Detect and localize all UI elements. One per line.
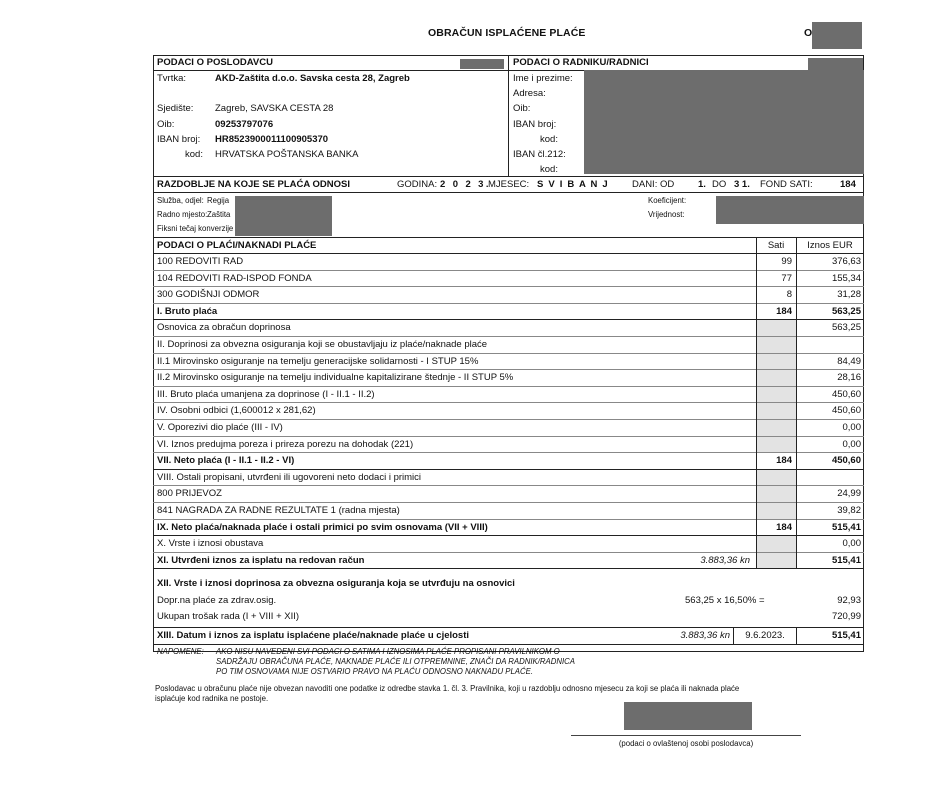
fx-label: Fiksni tečaj konverzije (157, 224, 234, 233)
sec13-kn: 3.883,36 kn (680, 630, 730, 641)
employer-heading: PODACI O POSLODAVCU (157, 57, 273, 68)
table-row-hours: 99 (781, 256, 792, 267)
row-divider (153, 303, 864, 304)
sec12-heading: XII. Vrste i iznosi doprinosa za obvezna osiguranja koja se utvrđuju na osnovici (157, 578, 515, 589)
document-title: OBRAČUN ISPLAĆENE PLAĆE (428, 27, 586, 39)
sec12-row2-label: Ukupan trošak rada (I + VIII + XII) (157, 611, 300, 622)
fund-label: FOND SATI: (760, 179, 813, 190)
table-row-amount: 31,28 (837, 289, 861, 301)
column-divider (796, 237, 797, 568)
table-row-label: X. Vrste i iznosi obustava (157, 538, 264, 550)
table-row-amount: 563,25 (831, 305, 861, 317)
table-heading: PODACI O PLAĆI/NAKNADI PLAĆE (157, 240, 317, 251)
table-row-amount: 155,34 (831, 272, 861, 284)
employer-iban-label: IBAN broj: (157, 134, 201, 145)
table-row-amount: 0,00 (842, 538, 861, 550)
employer-kod-value: HRVATSKA POŠTANSKA BANKA (215, 149, 359, 160)
table-row-amount: 24,99 (837, 488, 861, 500)
shaded-hours-cell (756, 503, 796, 519)
table-row-label: Osnovica za obračun doprinosa (157, 322, 291, 334)
notes-label: NAPOMENE: (157, 647, 204, 656)
company-value: AKD-Zaštita d.o.o. Savska cesta 28, Zagreb (215, 73, 410, 84)
shaded-hours-cell (756, 337, 796, 353)
shaded-hours-cell (756, 420, 796, 436)
employee-oib-label: Oib: (513, 103, 531, 114)
month-label: MJESEC: (488, 179, 530, 190)
sec12-row1-calc: 563,25 x 16,50% = (685, 595, 765, 606)
table-row-hours: 8 (786, 289, 792, 301)
shaded-hours-cell (756, 387, 796, 403)
workplace-value: Zaštita (207, 210, 231, 219)
table-row-extra: 3.883,36 kn (700, 554, 750, 566)
employee-kod-label: kod: (540, 134, 558, 145)
year-label: GODINA: (397, 179, 438, 190)
table-row-amount: 515,41 (831, 554, 861, 566)
shaded-hours-cell (756, 370, 796, 386)
table-row-amount: 28,16 (837, 372, 861, 384)
table-row-amount: 450,60 (831, 405, 861, 417)
row-divider (153, 286, 864, 287)
service-value: Regija (207, 196, 230, 205)
period-heading: RAZDOBLJE NA KOJE SE PLAĆA ODNOSI (157, 179, 351, 190)
workplace-label: Radno mjesto: (157, 210, 208, 219)
month-value: S V I B A N J (537, 179, 609, 190)
table-row-amount: 450,60 (831, 388, 861, 400)
employer-kod-label: kod: (185, 149, 203, 160)
redaction-block (460, 59, 504, 69)
company-label: Tvrtka: (157, 73, 187, 84)
coef-label: Koeficijent: (648, 196, 687, 205)
table-row-amount: 0,00 (842, 438, 861, 450)
row-divider (153, 568, 864, 569)
fund-value: 184 (840, 179, 856, 190)
table-row-label: III. Bruto plaća umanjena za doprinose (I - II.1 - II.2) (157, 388, 375, 400)
col-amount-header: Iznos EUR (807, 240, 853, 251)
notes-line3: PO TIM OSNOVAMA NIJE OSTVARIO PRAVO NA PLAĆU ODNOSNO NAKNADU PLAĆE. (216, 667, 533, 676)
table-row-label: XI. Utvrđeni iznos za isplatu na redovan račun (157, 554, 365, 566)
sec13-label: XIII. Datum i iznos za isplatu isplaćene plaće/naknade plaće u cjelosti (157, 630, 470, 641)
table-row-hours: 77 (781, 272, 792, 284)
table-row-label: IV. Osobni odbici (1,600012 x 281,62) (157, 405, 316, 417)
service-label: Služba, odjel: (157, 196, 204, 205)
table-row-hours: 184 (776, 455, 792, 467)
table-row-label: VI. Iznos predujma poreza i prireza porezu na dohodak (221) (157, 438, 414, 450)
shaded-hours-cell (756, 553, 796, 569)
table-row-amount: 376,63 (831, 256, 861, 267)
table-row-amount: 450,60 (831, 455, 861, 467)
table-row-label: 800 PRIJEVOZ (157, 488, 222, 500)
days-label: DANI: OD (632, 179, 675, 190)
table-row-label: II.2 Mirovinsko osiguranje na temelju individualne kapitalizirane štednje - II STUP 5% (157, 372, 514, 384)
sec13-amount: 515,41 (831, 630, 861, 641)
shaded-hours-cell (756, 470, 796, 486)
table-row-hours: 184 (776, 305, 792, 317)
notes-line1: AKO NISU NAVEDENI SVI PODACI O SATIMA I IZNOSIMA PLAĆE PROPISANI PRAVILNIKOM O (216, 647, 560, 656)
sec12-row2-amount: 720,99 (831, 611, 861, 622)
table-row-label: I. Bruto plaća (157, 305, 218, 317)
table-row-label: II. Doprinosi za obvezna osiguranja koji se obustavljaju iz plaće/naknade plaće (157, 339, 488, 350)
employee-address-label: Adresa: (513, 88, 546, 99)
table-row-amount: 84,49 (837, 355, 861, 367)
footer-line1: Poslodavac u obračunu plaće nije obvezan navoditi one podatke iz odredbe stavka 1. čl. 3. Pravilnika, koji u razdoblju odnosno mjesecu za koji se plaća ili naknada plaće (155, 684, 740, 693)
table-row-label: V. Oporezivi dio plaće (III - IV) (157, 422, 283, 433)
seat-label: Sjedište: (157, 103, 194, 114)
table-row-label: 104 REDOVITI RAD-ISPOD FONDA (157, 272, 312, 284)
table-row-amount: 515,41 (831, 521, 861, 533)
year-value: 2 0 2 3. (440, 179, 491, 190)
employer-oib-value: 09253797076 (215, 119, 274, 130)
shaded-hours-cell (756, 486, 796, 502)
employee-iban212-label: IBAN čl.212: (513, 149, 566, 160)
corner-mark: O (804, 27, 813, 39)
table-row-hours: 184 (776, 521, 792, 533)
table-row-label: VII. Neto plaća (I - II.1 - II.2 - VI) (157, 455, 295, 467)
row-divider (153, 452, 864, 453)
shaded-hours-cell (756, 354, 796, 370)
days-to: 3 1. (734, 179, 750, 190)
employer-iban-value: HR8523900011100905370 (215, 134, 329, 145)
table-row-label: 100 REDOVITI RAD (157, 256, 244, 267)
redaction-block (235, 196, 332, 236)
redaction-block (716, 196, 864, 224)
column-divider (756, 237, 757, 568)
shaded-hours-cell (756, 437, 796, 453)
shaded-hours-cell (756, 403, 796, 419)
table-row-label: 841 NAGRADA ZA RADNE REZULTATE 1 (radna mjesta) (157, 505, 400, 516)
row-divider (153, 519, 864, 520)
redaction-block (812, 22, 862, 49)
row-divider (153, 270, 864, 271)
value-label: Vrijednost: (648, 210, 685, 219)
signature-redaction (624, 702, 752, 730)
col-hours-header: Sati (767, 240, 785, 251)
redaction-block (808, 58, 863, 70)
table-row-label: 300 GODIŠNJI ODMOR (157, 289, 260, 301)
table-row-amount: 0,00 (842, 422, 861, 433)
redaction-block (584, 70, 864, 174)
employee-iban-label: IBAN broj: (513, 119, 557, 130)
days-to-label: DO (712, 179, 727, 190)
shaded-hours-cell (756, 320, 796, 336)
table-row-label: VIII. Ostali propisani, utvrđeni ili ugovoreni neto dodaci i primici (157, 471, 422, 483)
days-from: 1. (698, 179, 706, 190)
sec12-row1-label: Dopr.na plaće za zdrav.osig. (157, 595, 277, 606)
table-row-label: IX. Neto plaća/naknada plaće i ostali primici po svim osnovama (VII + VIII) (157, 521, 488, 533)
shaded-hours-cell (756, 536, 796, 552)
seat-value: Zagreb, SAVSKA CESTA 28 (215, 103, 334, 114)
sec12-row1-amount: 92,93 (837, 595, 861, 606)
employee-name-label: Ime i prezime: (513, 73, 573, 84)
employee-heading: PODACI O RADNIKU/RADNICI (513, 57, 649, 68)
footer-line2: isplaćuje kod radnika ne postoje. (155, 694, 269, 703)
notes-line2: SADRŽAJU OBRAČUNA PLAĆE, NAKNADE PLAĆE ILI OTPREMNINE, ZNAČI DA RADNIK/RADNICA (216, 657, 576, 666)
employer-oib-label: Oib: (157, 119, 175, 130)
signature-caption: (podaci o ovlaštenoj osobi poslodavca) (618, 739, 754, 748)
table-row-label: II.1 Mirovinsko osiguranje na temelju generacijske solidarnosti - I STUP 15% (157, 355, 479, 367)
table-row-amount: 563,25 (831, 322, 861, 334)
table-row-amount: 39,82 (837, 505, 861, 516)
employee-kod2-label: kod: (540, 164, 558, 175)
sec13-date: 9.6.2023. (745, 630, 785, 641)
